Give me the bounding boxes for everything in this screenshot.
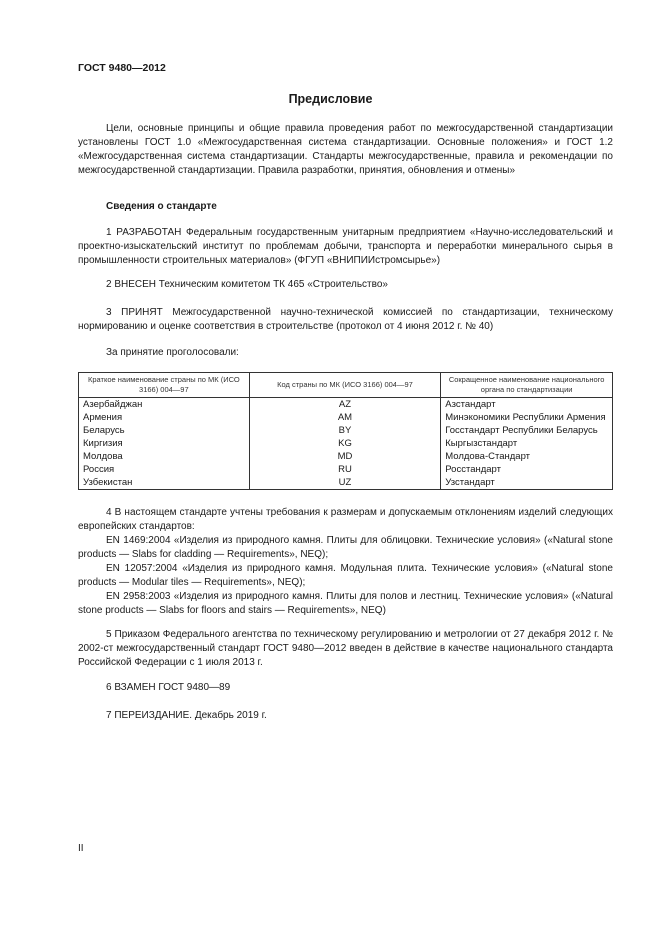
code-cell: UZ [249,476,441,490]
column-header-country: Краткое наименование страны по МК (ИСО 3166) 004—97 [79,373,250,398]
body-cell: Госстандарт Республики Беларусь [441,424,613,437]
body-cell: Кыргызстандарт [441,437,613,450]
standard-text: EN 2958:2003 «Изделия из природного камня. Плиты для полов и лестниц. Технические условия» («Natural stone products — Slabs for floors and stairs — Requirements», NEQ) [78,591,613,616]
table-row [79,411,613,424]
code-cell: AZ [249,398,441,412]
body-cell: Азстандарт [441,398,613,412]
body-cell: Минэкономики Республики Армения [441,411,613,424]
item-4-european-standards: 4 В настоящем стандарте учтены требования к размерам и допускаемым отклонениям изделий следующих европейских стандартов: [78,507,613,532]
body-cell: Узстандарт [441,476,613,490]
table-row [79,398,613,412]
table-row [79,463,613,476]
country-cell: Узбекистан [79,476,250,490]
column-header-code: Код страны по МК (ИСО 3166) 004—97 [249,373,441,398]
table-row [79,450,613,463]
standard-text: EN 12057:2004 «Изделия из природного камня. Модульная плита. Технические условия» («Natural stone products — Modular tiles — Requirements», NEQ); [78,563,613,588]
country-cell: Молдова [79,450,250,463]
votes-table [78,372,613,490]
intro-paragraph: Цели, основные принципы и общие правила проведения работ по межгосударственной стандартизации установлены ГОСТ 1.0 «Межгосударственная система стандартизации. Основные положения» и ГОСТ 1.2 «Межгосударственная система стандартизации. Стандарты межгосударственные, правила и рекомендации по межгосударственной стандартизации. Правила разработки, принятия, обновления и отмены» [78,123,613,176]
country-cell: Беларусь [79,424,250,437]
info-heading: Сведения о стандарте [106,201,217,212]
item-5-order: 5 Приказом Федерального агентства по техническому регулированию и метрологии от 27 декабря 2012 г. № 2002-ст межгосударственный стандарт ГОСТ 9480—2012 введен в действие в качестве национального стандарта Российской Федерации с 1 июля 2013 г. [78,629,613,668]
standard-reference-3 [78,590,613,618]
item-7-reissue: 7 ПЕРЕИЗДАНИЕ. Декабрь 2019 г. [106,710,267,721]
country-cell: Армения [79,411,250,424]
standard-text: EN 1469:2004 «Изделия из природного камня. Плиты для облицовки. Технические условия» («Natural stone products — Slabs for cladding — Requirements», NEQ); [78,535,613,560]
table-header-row [79,373,613,398]
item-2-introduced: 2 ВНЕСЕН Техническим комитетом ТК 465 «Строительство» [106,279,388,290]
country-cell: Азербайджан [79,398,250,412]
country-cell: Россия [79,463,250,476]
standard-reference-1 [78,534,613,562]
item-6-replaces: 6 ВЗАМЕН ГОСТ 9480—89 [106,682,231,693]
table-row [79,476,613,490]
body-cell: Росстандарт [441,463,613,476]
code-cell: BY [249,424,441,437]
code-cell: KG [249,437,441,450]
item-1-developed: 1 РАЗРАБОТАН Федеральным государственным унитарным предприятием «Научно-исследовательский и проектно-изыскательский институт по проблемам добычи, транспорта и переработки минерального сырья в промышленности строительных материалов» (ФГУП «ВНИПИИстромсырье») [78,227,613,266]
document-code: ГОСТ 9480—2012 [78,62,166,74]
country-cell: Киргизия [79,437,250,450]
table-row [79,437,613,450]
table-row [79,424,613,437]
page-title: Предисловие [288,92,373,106]
page-number: II [78,843,84,854]
column-header-body: Сокращенное наименование национального органа по стандартизации [441,373,613,398]
code-cell: RU [249,463,441,476]
code-cell: AM [249,411,441,424]
item-3-adopted: 3 ПРИНЯТ Межгосударственной научно-технической комиссией по стандартизации, техническому нормированию и оценке соответствия в строительстве (протокол от 4 июня 2012 г. № 40) [78,307,613,332]
code-cell: MD [249,450,441,463]
body-cell: Молдова-Стандарт [441,450,613,463]
votes-label: За принятие проголосовали: [106,347,239,358]
standard-reference-2 [78,562,613,590]
